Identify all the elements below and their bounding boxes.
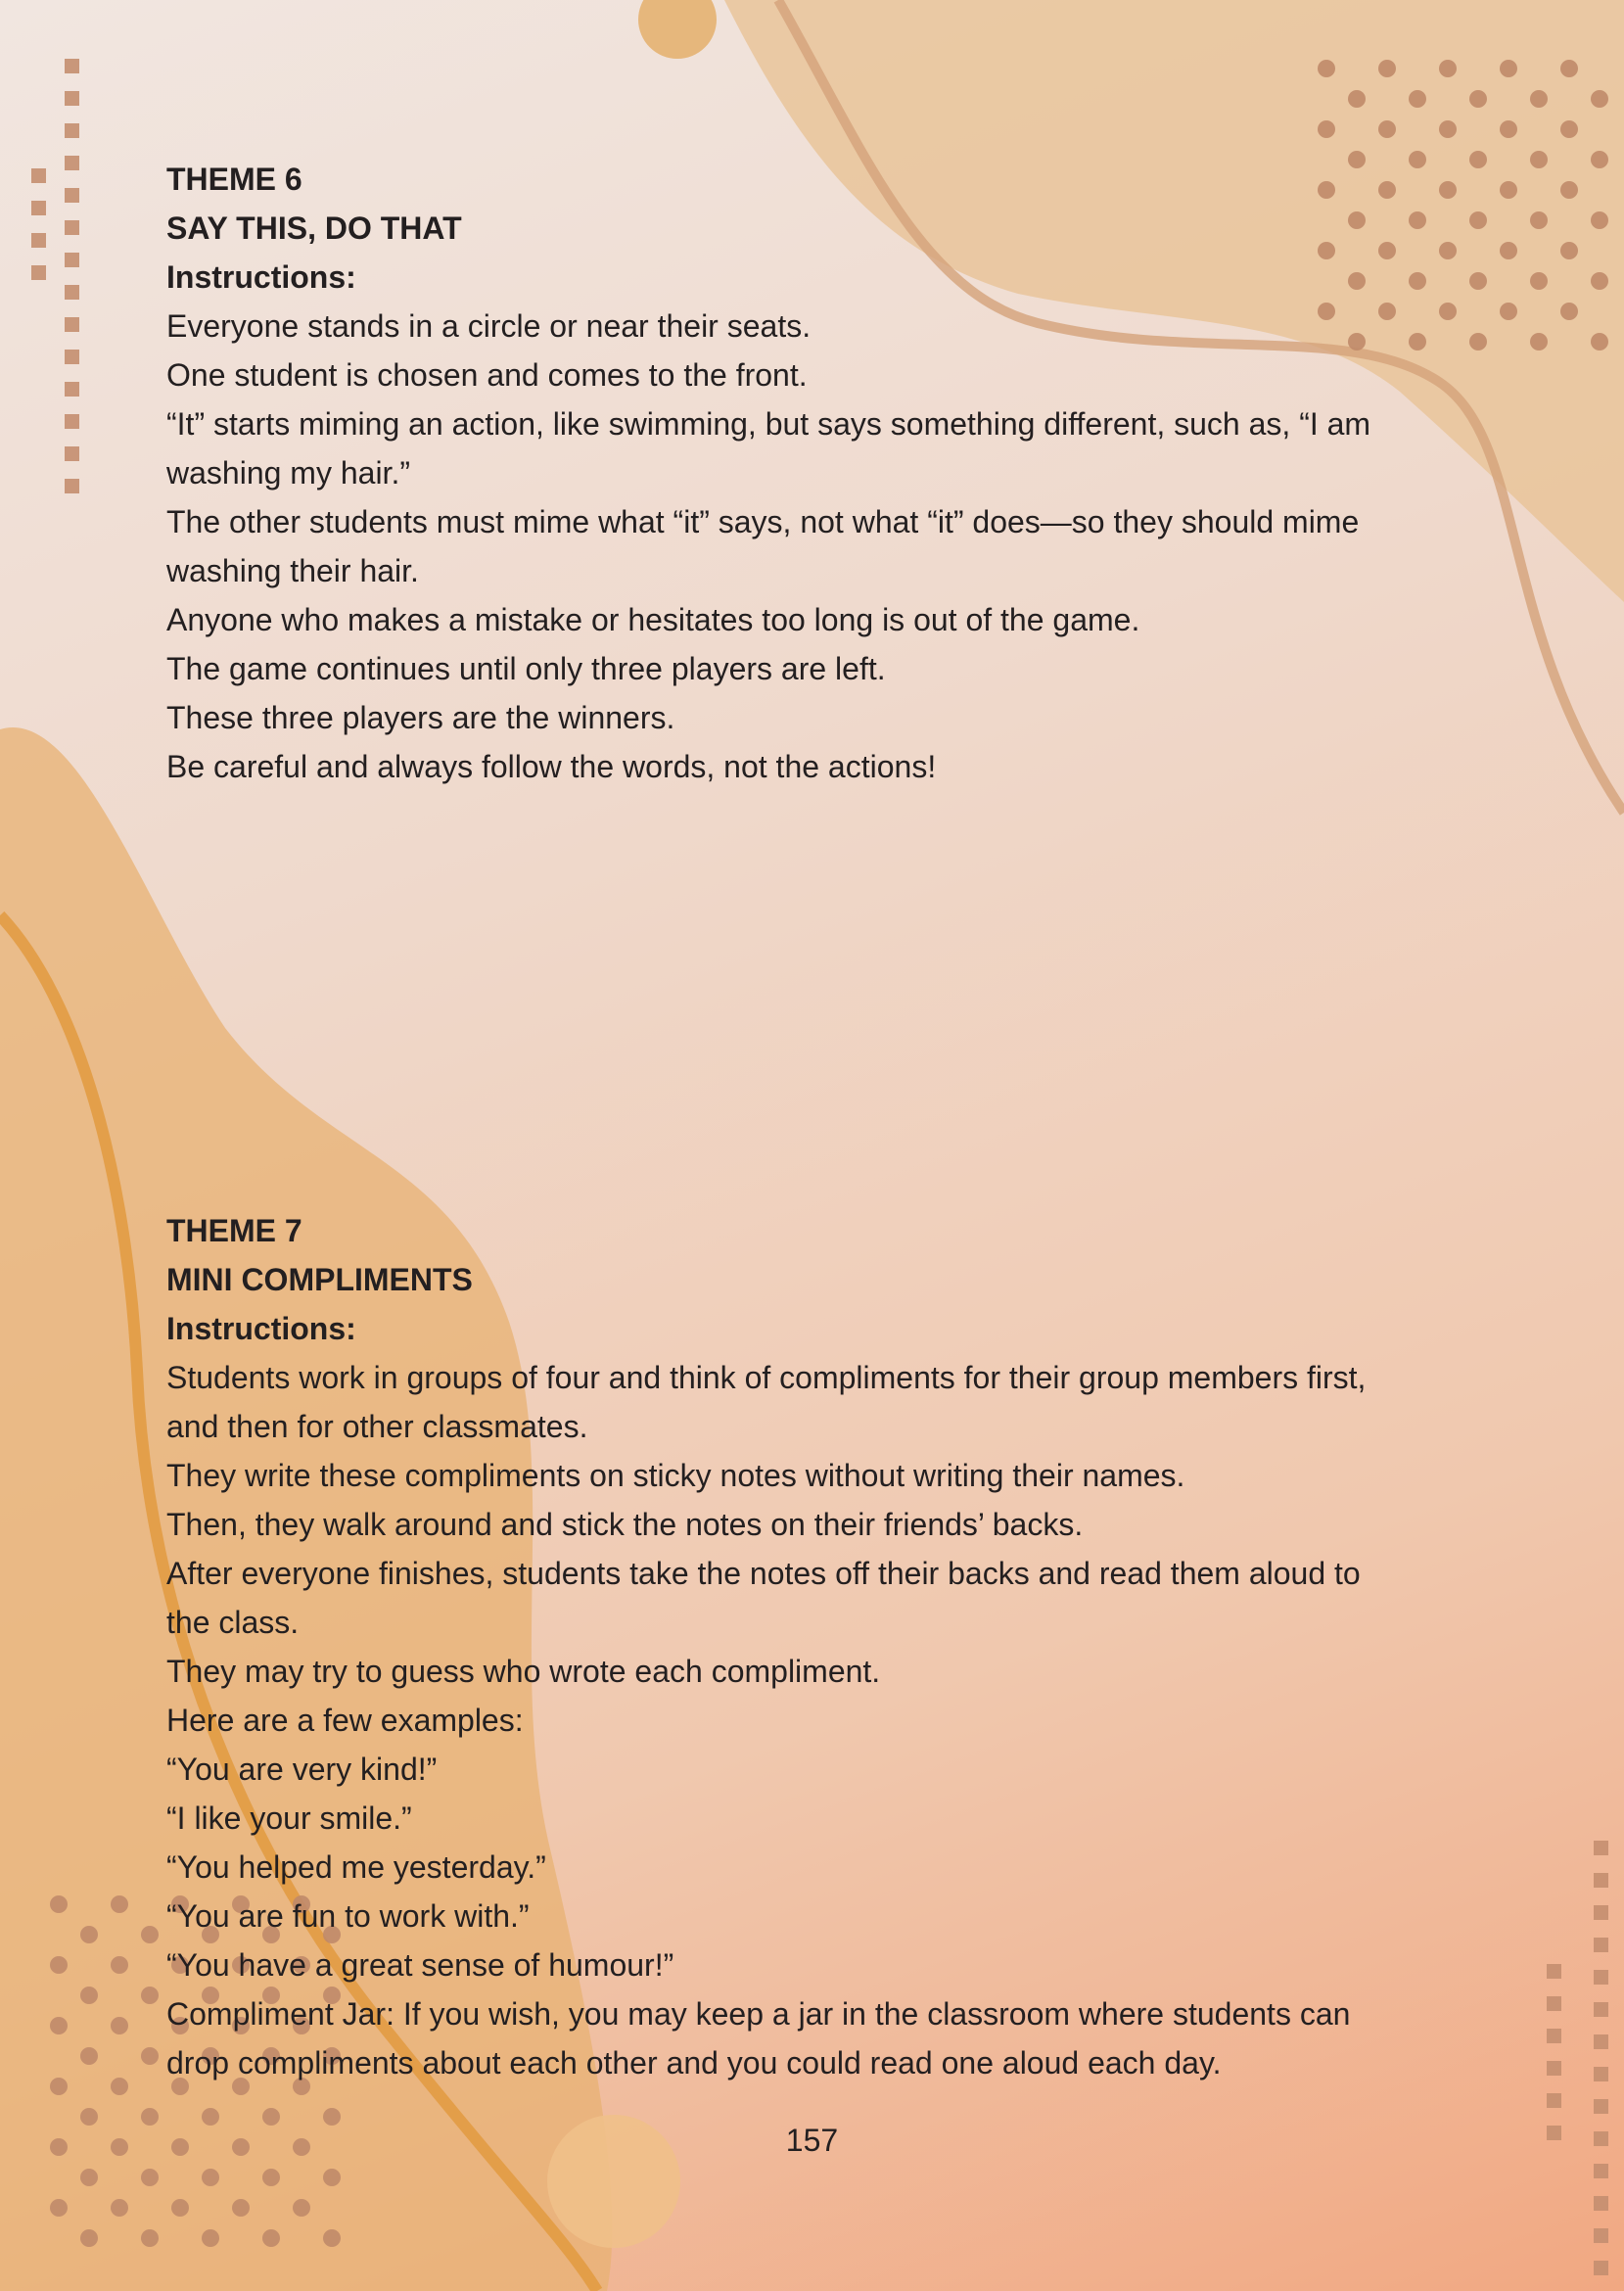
decorative-dot — [1469, 151, 1487, 168]
decorative-square — [1594, 1905, 1608, 1920]
decorative-square — [1547, 2093, 1561, 2108]
decorative-square — [1594, 1938, 1608, 1952]
decorative-dot — [202, 2229, 219, 2247]
decorative-square — [1594, 1873, 1608, 1888]
decorative-square — [1547, 2061, 1561, 2076]
decorative-square — [65, 253, 79, 267]
decorative-dot — [1500, 181, 1517, 199]
decorative-dot — [1500, 303, 1517, 320]
decorative-dot — [111, 1956, 128, 1974]
decorative-dot — [1560, 120, 1578, 138]
instruction-line: “You are fun to work with.” — [166, 1898, 530, 1934]
decorative-square — [1547, 1964, 1561, 1979]
decorative-dot — [141, 2047, 159, 2065]
decorative-square — [31, 168, 46, 183]
decorative-dot — [1500, 242, 1517, 259]
decorative-dot — [1378, 120, 1396, 138]
page-number: 157 — [785, 2123, 839, 2158]
decorative-square — [65, 285, 79, 300]
instruction-line: “It” starts miming an action, like swimming, but says something different, such as, “I am — [166, 406, 1371, 442]
decorative-dot — [50, 2078, 68, 2095]
decorative-dot — [1439, 242, 1457, 259]
instruction-line: “I like your smile.” — [166, 1800, 412, 1836]
decorative-dot — [80, 1987, 98, 2004]
instruction-line: “You have a great sense of humour!” — [166, 1947, 674, 1983]
decorative-dot — [141, 1926, 159, 1943]
decorative-dot — [202, 2169, 219, 2186]
decorative-square — [65, 317, 79, 332]
decorative-square — [65, 414, 79, 429]
decorative-dot — [1348, 90, 1366, 108]
decorative-square — [1594, 1970, 1608, 1985]
decorative-dot — [1530, 90, 1548, 108]
decorative-dot — [1469, 211, 1487, 229]
decorative-dot — [1318, 120, 1335, 138]
decorative-dot — [50, 1895, 68, 1913]
decorative-square — [1594, 2228, 1608, 2243]
decorative-dot — [1530, 333, 1548, 351]
decorative-square — [1594, 2034, 1608, 2049]
instruction-line: The other students must mime what “it” says, not what “it” does—so they should mime — [166, 504, 1360, 539]
decorative-dot — [1500, 120, 1517, 138]
decorative-dot — [80, 2229, 98, 2247]
theme-7-instructions — [166, 1353, 1439, 2087]
instruction-line: Everyone stands in a circle or near their seats. — [166, 308, 812, 344]
decorative-square — [1547, 1996, 1561, 2011]
instruction-line: They may try to guess who wrote each compliment. — [166, 1654, 881, 1689]
instruction-line: “You are very kind!” — [166, 1752, 438, 1787]
decorative-dot — [1560, 303, 1578, 320]
decorative-dot — [1439, 181, 1457, 199]
decorative-dot — [1439, 120, 1457, 138]
instruction-line: drop compliments about each other and you could read one aloud each day. — [166, 2045, 1222, 2081]
decorative-square — [1594, 2196, 1608, 2211]
decorative-square — [31, 265, 46, 280]
instruction-line: washing their hair. — [166, 553, 419, 588]
decorative-square — [1594, 2099, 1608, 2114]
instruction-line: and then for other classmates. — [166, 1409, 588, 1444]
decorative-dot — [111, 2199, 128, 2217]
decorative-dot — [1500, 60, 1517, 77]
decorative-square — [65, 59, 79, 73]
instruction-line: These three players are the winners. — [166, 700, 675, 735]
decorative-dot — [1318, 60, 1335, 77]
decorative-square — [65, 123, 79, 138]
instruction-line: “You helped me yesterday.” — [166, 1849, 546, 1885]
decorative-dot — [1591, 211, 1608, 229]
top-circle — [638, 0, 717, 59]
theme-7-heading: THEME 7 — [166, 1213, 302, 1248]
instruction-line: They write these compliments on sticky notes without writing their names. — [166, 1458, 1185, 1493]
decorative-dot — [171, 2199, 189, 2217]
decorative-dot — [1439, 60, 1457, 77]
decorative-dot — [1591, 333, 1608, 351]
instruction-line: the class. — [166, 1605, 300, 1640]
decorative-dot — [1469, 90, 1487, 108]
decorative-square — [65, 91, 79, 106]
decorative-dot — [50, 2199, 68, 2217]
decorative-square — [1594, 2164, 1608, 2178]
theme-6-instructions — [166, 302, 1439, 791]
theme-6-title: SAY THIS, DO THAT — [166, 210, 462, 246]
decorative-dot — [111, 2078, 128, 2095]
decorative-dot — [50, 2017, 68, 2034]
decorative-dot — [1378, 60, 1396, 77]
decorative-dot — [293, 2199, 310, 2217]
decorative-dot — [232, 2199, 250, 2217]
instruction-line: Be careful and always follow the words, not the actions! — [166, 749, 937, 784]
decorative-dot — [141, 1987, 159, 2004]
decorative-square — [65, 188, 79, 203]
theme-6-heading: THEME 6 — [166, 162, 302, 197]
decorative-dot — [1591, 151, 1608, 168]
decorative-dot — [262, 2169, 280, 2186]
decorative-square — [65, 446, 79, 461]
decorative-dot — [141, 2229, 159, 2247]
theme-7-section — [166, 1206, 1439, 2087]
decorative-dot — [262, 2229, 280, 2247]
instruction-line: Anyone who makes a mistake or hesitates too long is out of the game. — [166, 602, 1140, 637]
decorative-dot — [323, 2229, 341, 2247]
decorative-dot — [1530, 211, 1548, 229]
decorative-dot — [80, 2169, 98, 2186]
instruction-line: The game continues until only three players are left. — [166, 651, 886, 686]
decorative-dot — [80, 1926, 98, 1943]
instruction-line: One student is chosen and comes to the front. — [166, 357, 808, 393]
decorative-square — [1594, 1841, 1608, 1855]
decorative-square — [1547, 2029, 1561, 2043]
instruction-line: After everyone finishes, students take the notes off their backs and read them aloud to — [166, 1556, 1361, 1591]
decorative-dot — [1469, 272, 1487, 290]
decorative-square — [65, 350, 79, 364]
decorative-dot — [1439, 303, 1457, 320]
decorative-square — [1594, 2067, 1608, 2081]
decorative-dot — [1469, 333, 1487, 351]
decorative-dot — [1560, 60, 1578, 77]
theme-7-instructions-label: Instructions: — [166, 1311, 356, 1346]
theme-6-instructions-label: Instructions: — [166, 259, 356, 295]
instruction-line: Here are a few examples: — [166, 1703, 524, 1738]
decorative-square — [65, 479, 79, 493]
decorative-dot — [1530, 272, 1548, 290]
decorative-square — [65, 156, 79, 170]
theme-6-section — [166, 155, 1439, 791]
theme-7-title: MINI COMPLIMENTS — [166, 1262, 473, 1297]
decorative-square — [31, 233, 46, 248]
decorative-square — [65, 382, 79, 397]
decorative-square — [31, 201, 46, 215]
decorative-dot — [1409, 90, 1426, 108]
decorative-dot — [323, 2169, 341, 2186]
decorative-dot — [80, 2047, 98, 2065]
decorative-square — [1594, 2261, 1608, 2275]
instruction-line: Compliment Jar: If you wish, you may keep a jar in the classroom where students can — [166, 1996, 1351, 2032]
decorative-square — [1594, 2002, 1608, 2017]
decorative-dot — [1591, 272, 1608, 290]
decorative-dot — [1591, 90, 1608, 108]
decorative-dot — [50, 1956, 68, 1974]
decorative-dot — [111, 1895, 128, 1913]
decorative-square — [65, 220, 79, 235]
decorative-dot — [1560, 242, 1578, 259]
decorative-dot — [111, 2017, 128, 2034]
instruction-line: washing my hair.” — [166, 455, 410, 491]
decorative-dot — [1530, 151, 1548, 168]
instruction-line: Then, they walk around and stick the notes on their friends’ backs. — [166, 1507, 1084, 1542]
decorative-dot — [141, 2169, 159, 2186]
instruction-line: Students work in groups of four and think of compliments for their group members first, — [166, 1360, 1367, 1395]
decorative-dot — [1560, 181, 1578, 199]
